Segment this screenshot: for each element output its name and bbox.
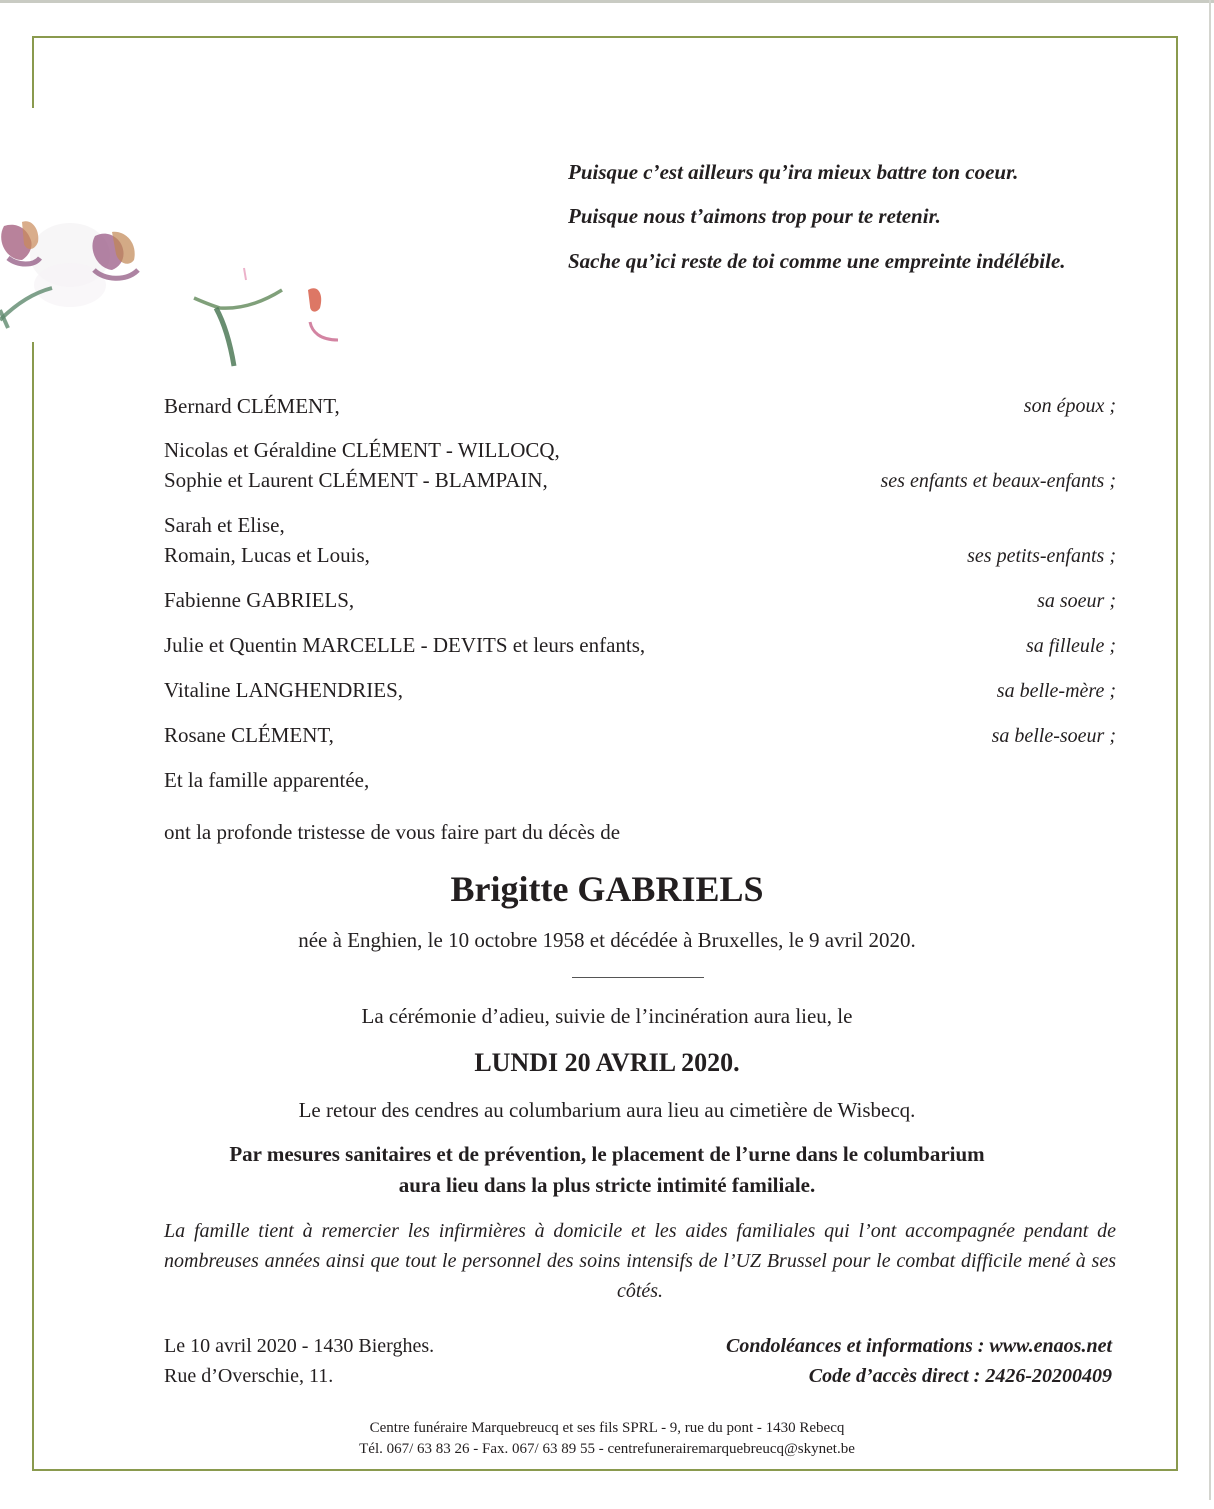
family-name: Rosane CLÉMENT, xyxy=(164,723,334,747)
orchid-branch-image xyxy=(0,170,360,380)
family-relation: ses petits-enfants ; xyxy=(967,545,1116,567)
family-name: Romain, Lucas et Louis, xyxy=(164,543,370,567)
family-relation: sa soeur ; xyxy=(1037,590,1116,612)
access-code: Code d’accès direct : 2426-20200409 xyxy=(808,1365,1112,1387)
family-relation: son époux ; xyxy=(1023,395,1116,417)
family-name: Fabienne GABRIELS, xyxy=(164,588,355,612)
family-name: Et la famille apparentée, xyxy=(164,768,370,792)
frame-border-top xyxy=(33,36,1178,38)
family-name: Sophie et Laurent CLÉMENT - BLAMPAIN, xyxy=(164,468,548,492)
frame-border-bottom xyxy=(32,1469,1178,1471)
family-name: Bernard CLÉMENT, xyxy=(164,394,340,418)
family-relation: sa belle-soeur ; xyxy=(991,725,1116,747)
address-line-2: Rue d’Overschie, 11. xyxy=(164,1365,334,1387)
family-name: Julie et Quentin MARCELLE - DEVITS et leurs enfants, xyxy=(164,633,646,657)
ashes-info: Le retour des cendres au columbarium aura lieu au cimetière de Wisbecq. xyxy=(298,1098,916,1122)
frame-border-left-upper xyxy=(32,36,34,108)
poem-line-2: Puisque nous t’aimons trop pour te retenir. xyxy=(568,204,941,228)
funeral-home-contact: Tél. 067/ 63 83 26 - Fax. 067/ 63 89 55 - centrefunerairemarquebreucq@skynet.be xyxy=(359,1441,855,1457)
scan-edge-top xyxy=(0,0,1214,3)
ceremony-intro: La cérémonie d’adieu, suivie de l’incinération aura lieu, le xyxy=(361,1004,853,1028)
sanitary-notice-line-1: Par mesures sanitaires et de prévention, le placement de l’urne dans le columbarium xyxy=(229,1142,985,1166)
family-name: Sarah et Elise, xyxy=(164,513,285,537)
deceased-name: Brigitte GABRIELS xyxy=(450,869,764,909)
deceased-dates: née à Enghien, le 10 octobre 1958 et décédée à Bruxelles, le 9 avril 2020. xyxy=(298,928,916,952)
family-relation: sa belle-mère ; xyxy=(996,680,1116,702)
frame-border-right xyxy=(1176,36,1178,1471)
divider-line xyxy=(572,977,704,978)
family-relation: sa filleule ; xyxy=(1026,635,1116,657)
funeral-home-address: Centre funéraire Marquebreucq et ses fils SPRL - 9, rue du pont - 1430 Rebecq xyxy=(369,1420,845,1436)
poem-line-3: Sache qu’ici reste de toi comme une empreinte indélébile. xyxy=(568,249,1066,273)
announcement-text: ont la profonde tristesse de vous faire part du décès de xyxy=(164,820,621,844)
ceremony-date: LUNDI 20 AVRIL 2020. xyxy=(474,1048,740,1077)
family-name: Vitaline LANGHENDRIES, xyxy=(164,678,404,702)
poem-line-1: Puisque c’est ailleurs qu’ira mieux battre ton coeur. xyxy=(568,160,1019,184)
condolences-website: Condoléances et informations : www.enaos.net xyxy=(726,1335,1112,1357)
sanitary-notice-line-2: aura lieu dans la plus stricte intimité familiale. xyxy=(398,1173,816,1197)
address-line-1: Le 10 avril 2020 - 1430 Bierghes. xyxy=(164,1335,435,1357)
family-relation: ses enfants et beaux-enfants ; xyxy=(880,470,1116,492)
thanks-paragraph: La famille tient à remercier les infirmières à domicile et les aides familiales qui l’ont accompagnée pendant de nombreuses années ainsi que tout le personnel des soins intensifs de l’UZ Brussel pour le combat difficile mené à ses côtés. xyxy=(164,1220,1116,1302)
scan-edge-right xyxy=(1209,0,1211,1500)
family-name: Nicolas et Géraldine CLÉMENT - WILLOCQ, xyxy=(164,438,560,462)
